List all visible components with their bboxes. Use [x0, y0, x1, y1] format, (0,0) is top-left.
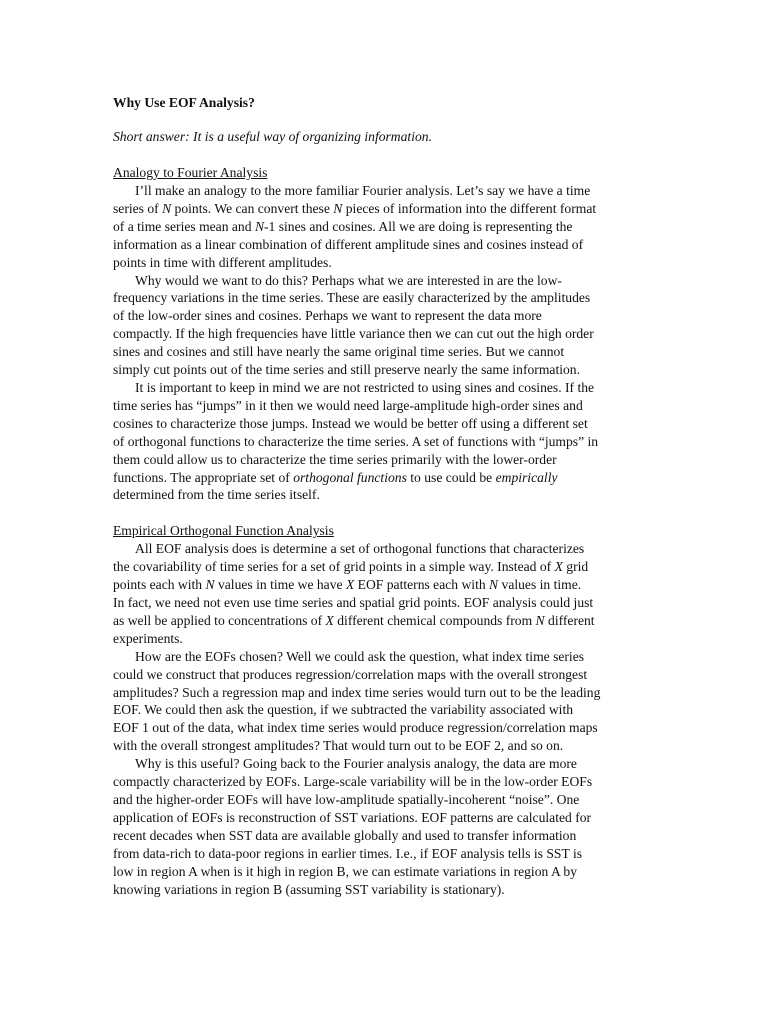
- italic-run: N: [162, 200, 172, 216]
- italic-run: N: [254, 218, 265, 234]
- text-line: [113, 182, 658, 200]
- text-run: EOF patterns each with: [354, 577, 490, 593]
- text-run: of the low-order sines and cosines. Perhaps we want to represent the data more: [113, 308, 542, 324]
- text-line: [113, 397, 658, 415]
- text-run: could we construct that produces regression/correlation maps with the overall strongest: [113, 666, 588, 682]
- text-run: All EOF analysis does is determine a set of orthogonal functions that characterizes: [135, 541, 585, 557]
- paragraph: [113, 755, 658, 898]
- text-run: Why is this useful? Going back to the Fourier analysis analogy, the data are more: [135, 756, 577, 772]
- text-run: different chemical compounds from: [333, 612, 536, 628]
- section-fourier-analogy: [113, 164, 658, 504]
- text-line: [113, 236, 658, 254]
- italic-run: orthogonal functions: [293, 469, 407, 485]
- paragraph: [113, 540, 658, 647]
- text-run: values in time we have: [214, 577, 346, 593]
- italic-run: empirically: [495, 469, 558, 485]
- text-run: It is important to keep in mind we are not restricted to using sines and cosines. If the: [135, 379, 595, 395]
- text-run: Why would we want to do this? Perhaps what we are interested in are the low-: [135, 272, 562, 288]
- text-run: from data-rich to data-poor regions in earlier times. I.e., if EOF analysis tells is SST is: [113, 845, 583, 861]
- text-line: [113, 863, 658, 881]
- text-line: [113, 737, 658, 755]
- italic-run: X: [554, 559, 563, 575]
- text-line: [113, 684, 658, 702]
- text-run: information as a linear combination of different amplitude sines and cosines instead of: [113, 236, 584, 252]
- document-title: Why Use EOF Analysis?: [113, 95, 255, 110]
- text-line: [113, 272, 658, 290]
- paragraph: [113, 182, 658, 272]
- paragraph: [113, 272, 658, 379]
- section-heading: Empirical Orthogonal Function Analysis: [113, 523, 334, 539]
- text-run: In fact, we need not even use time series and spatial grid points. EOF analysis could just: [113, 595, 594, 611]
- text-line: [113, 755, 658, 773]
- text-run: simply cut points out of the time series and still preserve nearly the same information.: [113, 362, 580, 378]
- text-line: [113, 791, 658, 809]
- text-run: compactly characterized by EOFs. Large-scale variability will be in the low-order EOFs: [113, 774, 593, 790]
- text-line: [113, 719, 658, 737]
- italic-run: N: [535, 612, 545, 628]
- document-page: [113, 88, 658, 898]
- text-run: frequency variations in the time series. These are easily characterized by the amplitudes: [113, 290, 591, 306]
- text-run: compactly. If the high frequencies have little variance then we can cut out the high order: [113, 326, 594, 342]
- text-line: [113, 666, 658, 684]
- text-run: to use could be: [406, 469, 496, 485]
- text-line: [113, 289, 658, 307]
- text-run: EOF. We could then ask the question, if we subtracted the variability associated with: [113, 702, 574, 718]
- text-run: and the higher-order EOFs will have low-amplitude spatially-incoherent “noise”. One: [113, 792, 580, 807]
- text-line: [113, 594, 658, 612]
- text-line: [113, 433, 658, 451]
- italic-run: N: [333, 200, 343, 216]
- text-line: [113, 361, 658, 379]
- text-run: -1 sines and cosines. All we are doing is representing the: [264, 218, 573, 234]
- text-run: points. We can convert these: [171, 200, 334, 216]
- text-run: functions. The appropriate set of: [113, 469, 294, 485]
- paragraph: [113, 379, 658, 504]
- text-run: of a time series mean and: [113, 218, 255, 234]
- text-line: [113, 881, 658, 899]
- text-run: determined from the time series itself.: [113, 487, 320, 503]
- text-line: [113, 648, 658, 666]
- text-line: [113, 486, 658, 504]
- text-run: the covariability of time series for a set of grid points in a simple way. Instead of: [113, 559, 555, 575]
- text-line: [113, 809, 658, 827]
- text-line: [113, 701, 658, 719]
- text-run: low in region A when is it high in region B, we can estimate variations in region A by: [113, 863, 578, 879]
- text-run: with the overall strongest amplitudes? That would turn out to be EOF 2, and so on.: [113, 738, 564, 754]
- italic-run: X: [345, 577, 355, 593]
- text-run: I’ll make an analogy to the more familiar Fourier analysis. Let’s say we have a time: [135, 183, 591, 198]
- text-line: [113, 415, 658, 433]
- text-run: How are the EOFs chosen? Well we could ask the question, what index time series: [135, 648, 585, 664]
- text-run: points in time with different amplitudes.: [113, 254, 332, 270]
- text-line: [113, 773, 658, 791]
- italic-run: N: [489, 577, 499, 593]
- text-run: recent decades when SST data are available globally and used to transfer information: [113, 827, 577, 843]
- text-run: sines and cosines and still have nearly the same original time series. But we cannot: [113, 344, 565, 360]
- text-run: series of: [113, 200, 163, 216]
- text-run: application of EOFs is reconstruction of SST variations. EOF patterns are calculated for: [113, 809, 592, 825]
- text-run: values in time.: [498, 577, 582, 593]
- text-run: EOF 1 out of the data, what index time series would produce regression/correlation maps: [113, 720, 598, 736]
- text-run: as well be applied to concentrations of: [113, 612, 326, 628]
- text-run: points each with: [113, 577, 206, 593]
- text-line: [113, 612, 658, 630]
- text-line: [113, 307, 658, 325]
- text-run: knowing variations in region B (assuming SST variability is stationary).: [113, 881, 505, 897]
- text-line: [113, 576, 658, 594]
- text-run: amplitudes? Such a regression map and index time series would turn out to be the leading: [113, 684, 601, 700]
- text-run: time series has “jumps” in it then we would need large-amplitude high-order sines and: [113, 397, 583, 413]
- text-line: [113, 218, 658, 236]
- paragraph: [113, 648, 658, 755]
- text-run: them could allow us to characterize the time series primarily with the lower-order: [113, 451, 557, 467]
- text-line: [113, 540, 658, 558]
- text-line: [113, 469, 658, 487]
- text-line: [113, 845, 658, 863]
- italic-run: X: [325, 612, 334, 628]
- italic-run: N: [205, 577, 215, 593]
- text-line: [113, 630, 658, 648]
- text-run: cosines to characterize those jumps. Instead we would be better off using a different set: [113, 415, 588, 431]
- text-run: different: [544, 612, 595, 628]
- text-line: [113, 379, 658, 397]
- text-run: experiments.: [113, 630, 183, 646]
- text-line: [113, 254, 658, 272]
- section-heading: Analogy to Fourier Analysis: [113, 165, 268, 180]
- text-run: grid: [562, 559, 589, 575]
- short-answer: Short answer: It is a useful way of organizing information.: [113, 129, 432, 144]
- text-line: [113, 200, 658, 218]
- text-run: pieces of information into the different format: [342, 200, 597, 216]
- text-line: [113, 451, 658, 469]
- text-run: of orthogonal functions to characterize the time series. A set of functions with “jumps” in: [113, 433, 599, 449]
- text-line: [113, 827, 658, 845]
- text-line: [113, 325, 658, 343]
- section-eof-analysis: [113, 522, 658, 898]
- text-line: [113, 558, 658, 576]
- text-line: [113, 343, 658, 361]
